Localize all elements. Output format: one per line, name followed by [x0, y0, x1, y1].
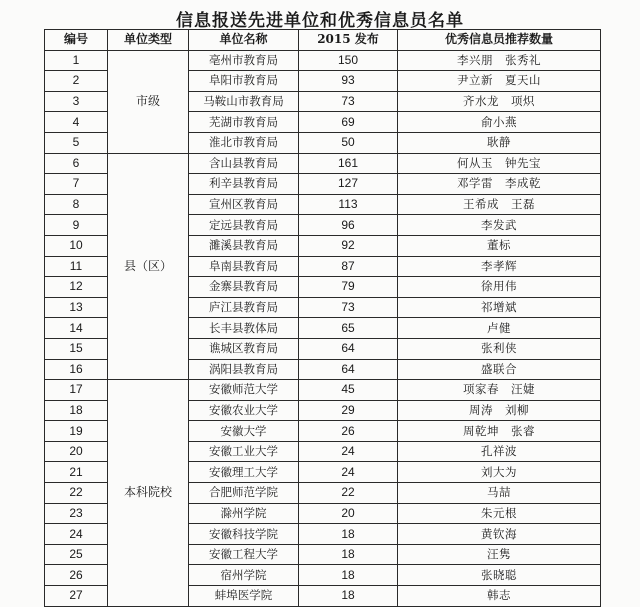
unit-name-cell: 安徽工业大学 — [189, 441, 299, 462]
recommended-names-cell: 周涛 刘柳 — [398, 400, 601, 421]
published-count-cell: 92 — [299, 235, 398, 256]
row-number: 15 — [45, 338, 108, 359]
published-count-cell: 29 — [299, 400, 398, 421]
published-count-cell: 24 — [299, 462, 398, 483]
recommended-names-cell: 项家春 汪婕 — [398, 380, 601, 401]
header-2015-published: 2015 发布 — [299, 30, 398, 51]
row-number: 20 — [45, 441, 108, 462]
row-number: 8 — [45, 194, 108, 215]
recommended-names-cell: 邓学雷 李成乾 — [398, 174, 601, 195]
published-count-cell: 18 — [299, 524, 398, 545]
published-count-cell: 93 — [299, 71, 398, 92]
row-number: 13 — [45, 297, 108, 318]
row-number: 2 — [45, 71, 108, 92]
unit-name-cell: 金寨县教育局 — [189, 277, 299, 298]
unit-type-cell: 本科院校 — [108, 380, 189, 607]
recommended-names-cell: 祁增斌 — [398, 297, 601, 318]
recommended-names-cell: 李兴朋 张秀礼 — [398, 50, 601, 71]
unit-type-cell: 市级 — [108, 50, 189, 153]
row-number: 1 — [45, 50, 108, 71]
unit-name-cell: 安徽科技学院 — [189, 524, 299, 545]
published-count-cell: 96 — [299, 215, 398, 236]
unit-name-cell: 安徽大学 — [189, 421, 299, 442]
published-count-cell: 45 — [299, 380, 398, 401]
recommended-names-cell: 孔祥波 — [398, 441, 601, 462]
unit-name-cell: 宣州区教育局 — [189, 194, 299, 215]
table-row — [45, 153, 601, 174]
table-row — [45, 380, 601, 401]
unit-name-cell: 定远县教育局 — [189, 215, 299, 236]
recommended-names-cell: 周乾坤 张睿 — [398, 421, 601, 442]
recommended-names-cell: 黄钦海 — [398, 524, 601, 545]
row-number: 5 — [45, 132, 108, 153]
unit-name-cell: 阜阳市教育局 — [189, 71, 299, 92]
row-number: 18 — [45, 400, 108, 421]
published-count-cell: 73 — [299, 297, 398, 318]
row-number: 25 — [45, 544, 108, 565]
unit-name-cell: 安徽理工大学 — [189, 462, 299, 483]
unit-name-cell: 滁州学院 — [189, 503, 299, 524]
row-number: 14 — [45, 318, 108, 339]
unit-name-cell: 宿州学院 — [189, 565, 299, 586]
unit-name-cell: 含山县教育局 — [189, 153, 299, 174]
published-count-cell: 150 — [299, 50, 398, 71]
row-number: 16 — [45, 359, 108, 380]
recommended-names-cell: 李发武 — [398, 215, 601, 236]
published-count-cell: 87 — [299, 256, 398, 277]
published-count-cell: 18 — [299, 565, 398, 586]
published-count-cell: 65 — [299, 318, 398, 339]
published-count-cell: 161 — [299, 153, 398, 174]
recommended-names-cell: 耿静 — [398, 132, 601, 153]
published-count-cell: 18 — [299, 544, 398, 565]
recommended-names-cell: 徐用伟 — [398, 277, 601, 298]
published-count-cell: 50 — [299, 132, 398, 153]
unit-name-cell: 长丰县教体局 — [189, 318, 299, 339]
recommended-names-cell: 卢健 — [398, 318, 601, 339]
published-count-cell: 79 — [299, 277, 398, 298]
row-number: 3 — [45, 91, 108, 112]
unit-name-cell: 利辛县教育局 — [189, 174, 299, 195]
recommended-names-cell: 朱元根 — [398, 503, 601, 524]
recommended-names-cell: 李孝辉 — [398, 256, 601, 277]
row-number: 27 — [45, 586, 108, 607]
unit-name-cell: 马鞍山市教育局 — [189, 91, 299, 112]
unit-name-cell: 谯城区教育局 — [189, 338, 299, 359]
published-count-cell: 73 — [299, 91, 398, 112]
unit-name-cell: 淮北市教育局 — [189, 132, 299, 153]
published-count-cell: 24 — [299, 441, 398, 462]
published-count-cell: 113 — [299, 194, 398, 215]
recommended-names-cell: 齐水龙 项炽 — [398, 91, 601, 112]
row-number: 17 — [45, 380, 108, 401]
unit-name-cell: 安徽工程大学 — [189, 544, 299, 565]
recommended-names-cell: 王希成 王磊 — [398, 194, 601, 215]
table-row — [45, 50, 601, 71]
row-number: 6 — [45, 153, 108, 174]
published-count-cell: 64 — [299, 359, 398, 380]
row-number: 11 — [45, 256, 108, 277]
roster-table — [44, 29, 601, 607]
row-number: 19 — [45, 421, 108, 442]
recommended-names-cell: 张利侠 — [398, 338, 601, 359]
table-body — [45, 50, 601, 606]
unit-name-cell: 合肥师范学院 — [189, 483, 299, 504]
row-number: 7 — [45, 174, 108, 195]
published-count-cell: 127 — [299, 174, 398, 195]
unit-name-cell: 涡阳县教育局 — [189, 359, 299, 380]
row-number: 10 — [45, 235, 108, 256]
unit-name-cell: 庐江县教育局 — [189, 297, 299, 318]
published-count-cell: 22 — [299, 483, 398, 504]
unit-name-cell: 阜南县教育局 — [189, 256, 299, 277]
row-number: 21 — [45, 462, 108, 483]
recommended-names-cell: 韩志 — [398, 586, 601, 607]
row-number: 22 — [45, 483, 108, 504]
header-number: 编号 — [45, 30, 108, 51]
document-title: 信息报送先进单位和优秀信息员名单 — [176, 11, 464, 31]
row-number: 23 — [45, 503, 108, 524]
published-count-cell: 20 — [299, 503, 398, 524]
row-number: 26 — [45, 565, 108, 586]
row-number: 9 — [45, 215, 108, 236]
header-unit-type: 单位类型 — [108, 30, 189, 51]
row-number: 4 — [45, 112, 108, 133]
recommended-names-cell: 盛联合 — [398, 359, 601, 380]
recommended-names-cell: 何从玉 钟先宝 — [398, 153, 601, 174]
unit-name-cell: 濉溪县教育局 — [189, 235, 299, 256]
row-number: 24 — [45, 524, 108, 545]
unit-name-cell: 芜湖市教育局 — [189, 112, 299, 133]
recommended-names-cell: 汪隽 — [398, 544, 601, 565]
recommended-names-cell: 马喆 — [398, 483, 601, 504]
unit-name-cell: 蚌埠医学院 — [189, 586, 299, 607]
table-header-row — [45, 30, 601, 51]
recommended-names-cell: 俞小燕 — [398, 112, 601, 133]
unit-name-cell: 亳州市教育局 — [189, 50, 299, 71]
unit-name-cell: 安徽师范大学 — [189, 380, 299, 401]
recommended-names-cell: 董标 — [398, 235, 601, 256]
row-number: 12 — [45, 277, 108, 298]
recommended-names-cell: 张晓聪 — [398, 565, 601, 586]
header-recommended-staff: 优秀信息员推荐数量 — [398, 30, 601, 51]
unit-name-cell: 安徽农业大学 — [189, 400, 299, 421]
header-unit-name: 单位名称 — [189, 30, 299, 51]
published-count-cell: 18 — [299, 586, 398, 607]
published-count-cell: 26 — [299, 421, 398, 442]
published-count-cell: 69 — [299, 112, 398, 133]
recommended-names-cell: 尹立新 夏天山 — [398, 71, 601, 92]
published-count-cell: 64 — [299, 338, 398, 359]
recommended-names-cell: 刘大为 — [398, 462, 601, 483]
unit-type-cell: 县（区） — [108, 153, 189, 380]
